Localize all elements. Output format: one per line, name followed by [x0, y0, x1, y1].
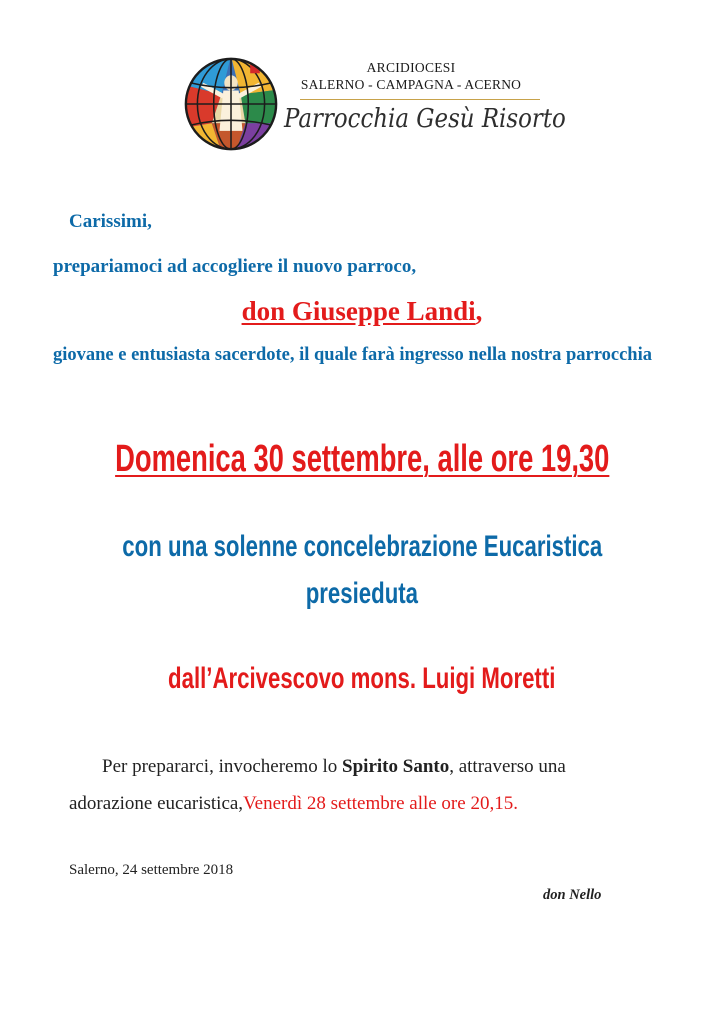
holy-spirit: Spirito Santo: [342, 756, 450, 777]
header-divider: [300, 99, 540, 100]
bishop-heading: [0, 662, 724, 696]
adoration-intro: Per prepararci, invocheremo lo: [102, 756, 343, 777]
priest-comma: ,: [475, 296, 483, 326]
event-date-heading: [0, 438, 724, 481]
priest-name-text: don Giuseppe Landi: [241, 296, 476, 326]
adoration-text: adorazione eucaristica,: [69, 793, 244, 814]
new-parish-priest: [0, 296, 724, 327]
mass-text-line1: con una solenne concelebrazione Eucaristica: [122, 530, 602, 563]
stained-glass-risen-christ-icon: [183, 56, 279, 152]
mass-heading-line1: [0, 530, 724, 564]
adoration-date: Venerdì 28 settembre alle ore 20,15.: [243, 793, 518, 814]
adoration-paragraph-line1: [102, 756, 566, 778]
mass-text-line2: presieduta: [305, 577, 419, 610]
bishop-text: dall’Arcivescovo mons. Luigi Moretti: [168, 662, 556, 695]
adoration-cont: , attraverso una: [449, 756, 566, 777]
adoration-paragraph-line2: [69, 793, 518, 815]
prepare-line: prepariamoci ad accogliere il nuovo parroco,: [53, 256, 417, 277]
diocese-names: SALERNO - CAMPAGNA - ACERNO: [300, 77, 522, 92]
priest-description: giovane e entusiasta sacerdote, il quale farà ingresso nella nostra parrocchia: [53, 345, 652, 365]
parish-name: Parrocchia Gesù Risorto: [284, 104, 566, 134]
greeting: Carissimi,: [69, 211, 152, 232]
signature: don Nello: [543, 887, 602, 903]
place-and-date: Salerno, 24 settembre 2018: [69, 862, 234, 878]
archdiocese-label: ARCIDIOCESI: [366, 60, 456, 75]
mass-heading-line2: [0, 577, 724, 611]
event-date-text: Domenica 30 settembre, alle ore 19,30: [114, 438, 610, 480]
